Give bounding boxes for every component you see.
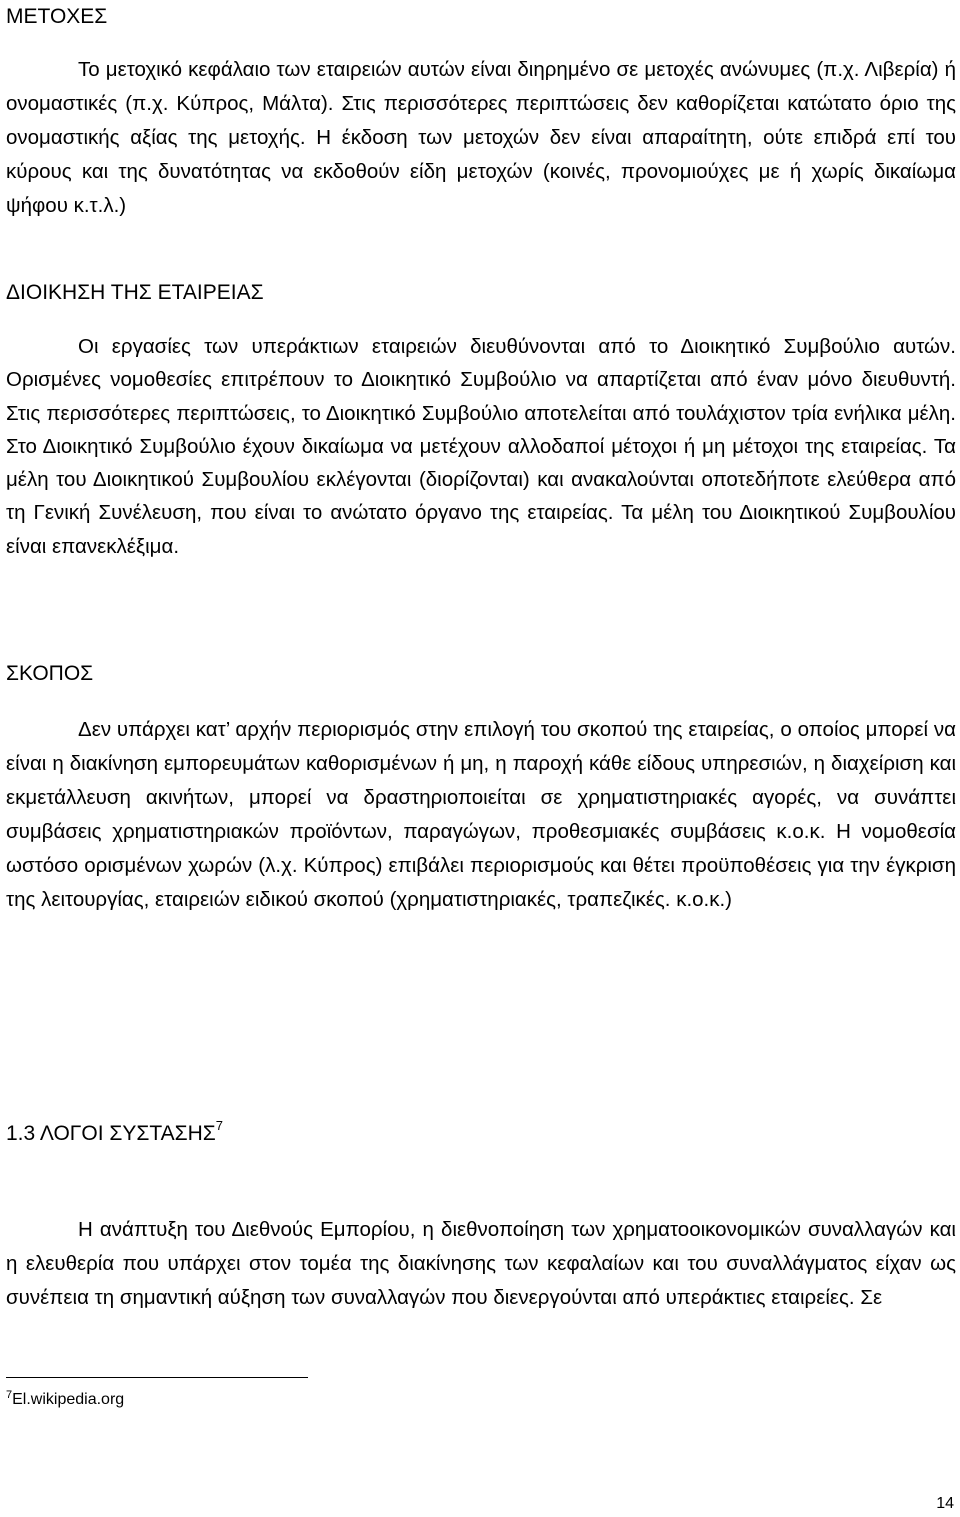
paragraph-management-text: Οι εργασίες των υπεράκτιων εταιρειών διευθύνονται από το Διοικητικό Συμβούλιο αυτών. Ορισμένες νομοθεσίες επιτρέπουν το Διοικητικό Συμβούλιο να απαρτίζεται από έναν μόνο διευθυντή. Στις περισσότερες περιπτώσεις, το Διοικητικό Συμβούλιο αποτελείται από τουλάχιστον τρία ενήλικα μέλη. Στο Διοικητικό Συμβούλιο έχουν δικαίωμα να μετέχουν αλλοδαποί μέτοχοι ή μη μέτοχοι της εταιρείας. Τα μέλη του Διοικητικού Συμβουλίου εκλέγονται (διορίζονται) και ανακαλούνται οποτεδήποτε ελεύθερα από τη Γενική Συνέλευση, που είναι το ανώτατο όργανο της εταιρείας. Τα μέλη του Διοικητικού Συμβουλίου είναι επανεκλέξιμα. [6, 335, 956, 558]
paragraph-reasons-text: Η ανάπτυξη του Διεθνούς Εμπορίου, η διεθνοποίηση των χρηματοοικονομικών συναλλαγών και η ελευθερία που υπάρχει στον τομέα της διακίνησης των κεφαλαίων και του συναλλάγματος είχαν ως συνέπεια τη σημαντική αύξηση των συναλλαγών που διενεργούνται από υπεράκτιες εταιρείες. Σε [6, 1218, 956, 1309]
page-number: 14 [936, 1495, 954, 1512]
paragraph-management [6, 330, 956, 563]
paragraph-reasons [6, 1213, 956, 1315]
footnote [6, 1390, 124, 1410]
footnote-text: El.wikipedia.org [12, 1391, 125, 1408]
paragraph-purpose-text: Δεν υπάρχει κατ’ αρχήν περιορισμός στην επιλογή του σκοπού της εταιρείας, ο οποίος μπορεί να είναι η διακίνηση εμπορευμάτων καθορισμένων ή μη, η παροχή κάθε είδους υπηρεσιών, η διαχείριση και εκμετάλλευση ακινήτων, μπορεί να δραστηριοποιείται σε χρηματιστηριακές αγορές, να συνάπτει συμβάσεις χρηματιστηριακών προϊόντων, παραγώγων, προθεσμιακές συμβάσεις κ.ο.κ. Η νομοθεσία ωστόσο ορισμένων χωρών (λ.χ. Κύπρος) επιβάλει περιορισμούς και θέτει προϋποθέσεις για την έγκριση της λειτουργίας, εταιρειών ειδικού σκοπού (χρηματιστηριακές, τραπεζικές. κ.ο.κ.) [6, 718, 956, 911]
footnote-reference: 7 [215, 1118, 223, 1133]
paragraph-shares-text: Το μετοχικό κεφάλαιο των εταιρειών αυτών είναι διηρημένο σε μετοχές ανώνυμες (π.χ. Λιβερία) ή ονομαστικές (π.χ. Κύπρος, Μάλτα). Στις περισσότερες περιπτώσεις δεν καθορίζεται κατώτατο όριο της ονομαστικής αξίας της μετοχής. Η έκδοση των μετοχών δεν είναι απαραίτητη, ούτε επιδρά επί του κύρους και της δυνατότητας να εκδοθούν είδη μετοχών (κοινές, προνομιούχες με ή χωρίς δικαίωμα ψήφου κ.τ.λ.) [6, 58, 956, 217]
paragraph-purpose [6, 713, 956, 917]
footnote-separator [6, 1377, 308, 1378]
section-heading-shares: ΜΕΤΟΧΕΣ [6, 5, 108, 28]
section-heading-management: ΔΙΟΙΚΗΣΗ ΤΗΣ ΕΤΑΙΡΕΙΑΣ [6, 281, 264, 304]
section-heading-reasons-text: 1.3 ΛΟΓΟΙ ΣΥΣΤΑΣΗΣ [6, 1122, 216, 1145]
section-heading-reasons [6, 1118, 223, 1147]
paragraph-shares [6, 53, 956, 223]
footnote-number: 7 [6, 1389, 13, 1401]
section-heading-purpose: ΣΚΟΠΟΣ [6, 662, 94, 685]
